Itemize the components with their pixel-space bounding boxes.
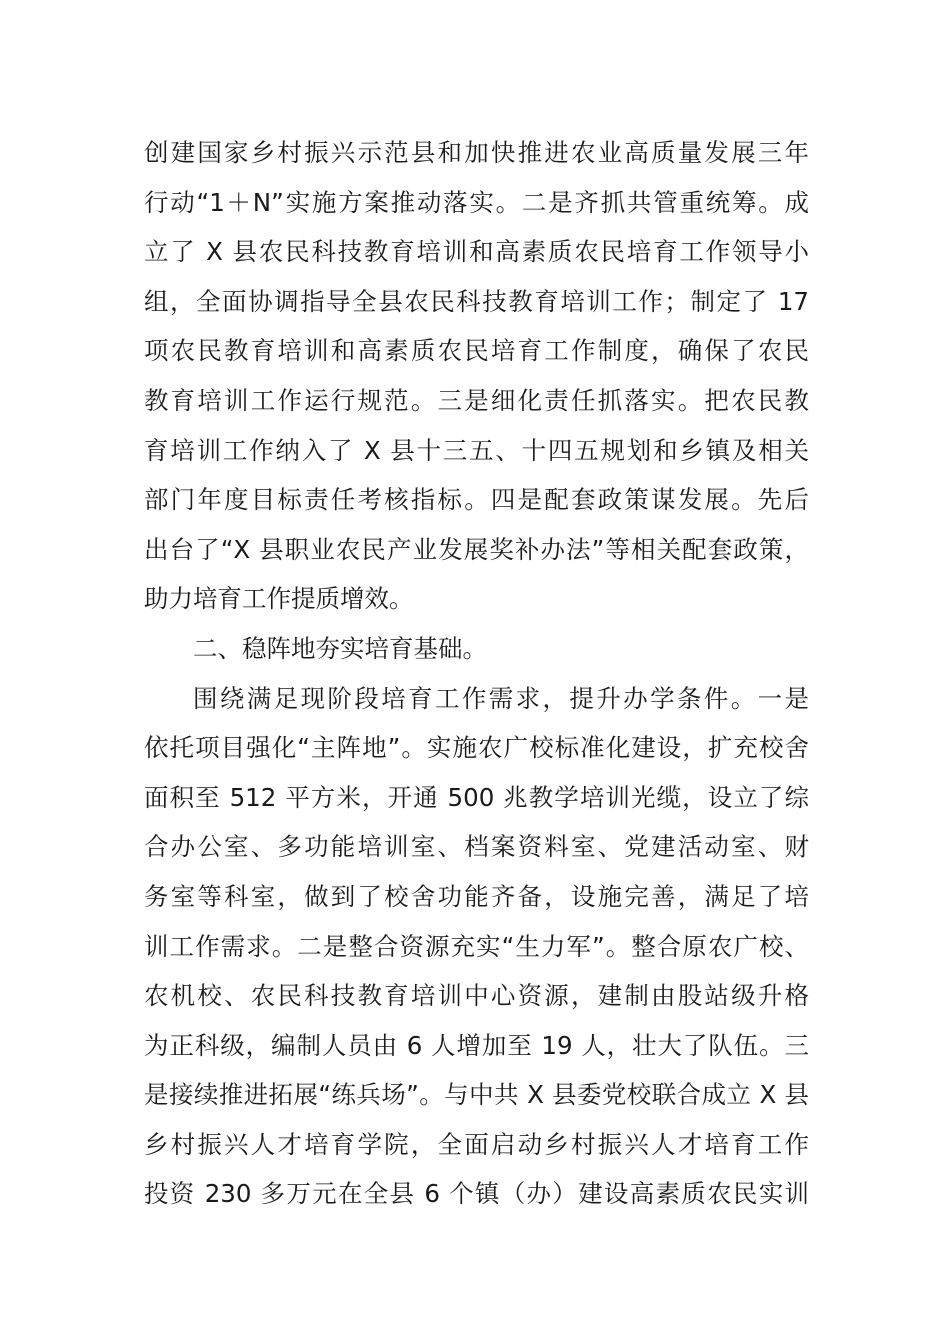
text-line: 出台了“X 县职业农民产业发展奖补办法”等相关配套政策， xyxy=(144,534,809,564)
text-line: 训工作需求。二是整合资源充实“生力军”。整合原农广校、 xyxy=(144,931,809,961)
text-line: 围绕满足现阶段培育工作需求，提升办学条件。一是 xyxy=(193,683,809,713)
section-heading: 二、稳阵地夯实培育基础。 xyxy=(193,633,487,663)
text-line: 合办公室、多功能培训室、档案资料室、党建活动室、财 xyxy=(144,832,809,862)
text-line: 乡村振兴人才培育学院，全面启动乡村振兴人才培育工作 xyxy=(144,1129,809,1159)
text-line: 项农民教育培训和高素质农民培育工作制度，确保了农民 xyxy=(144,336,809,366)
text-line: 务室等科室，做到了校舍功能齐备，设施完善，满足了培 xyxy=(144,881,809,911)
text-line: 为正科级，编制人员由 6 人增加至 19 人，壮大了队伍。三 xyxy=(144,1030,809,1060)
text-line: 依托项目强化“主阵地”。实施农广校标准化建设，扩充校舍 xyxy=(144,733,809,763)
text-line: 投资 230 多万元在全县 6 个镇（办）建设高素质农民实训 xyxy=(144,1179,809,1209)
text-line: 部门年度目标责任考核指标。四是配套政策谋发展。先后 xyxy=(144,485,809,515)
text-line: 教育培训工作运行规范。三是细化责任抓落实。把农民教 xyxy=(144,385,809,415)
text-line: 是接续推进拓展“练兵场”。与中共 X 县委党校联合成立 X 县 xyxy=(144,1080,809,1110)
body-text xyxy=(144,128,809,1219)
text-line: 创建国家乡村振兴示范县和加快推进农业高质量发展三年 xyxy=(144,138,809,167)
text-line: 行动“1＋N”实施方案推动落实。二是齐抓共管重统筹。成 xyxy=(144,187,809,217)
text-line: 农机校、农民科技教育培训中心资源，建制由股站级升格 xyxy=(144,981,809,1011)
text-line: 组，全面协调指导全县农民科技教育培训工作；制定了 17 xyxy=(144,286,809,316)
text-line: 面积至 512 平方米，开通 500 兆教学培训光缆，设立了综 xyxy=(144,782,809,812)
text-line: 育培训工作纳入了 X 县十三五、十四五规划和乡镇及相关 xyxy=(144,435,809,465)
text-line: 立了 X 县农民科技教育培训和高素质农民培育工作领导小 xyxy=(144,237,809,267)
text-line: 助力培育工作提质增效。 xyxy=(144,584,414,614)
